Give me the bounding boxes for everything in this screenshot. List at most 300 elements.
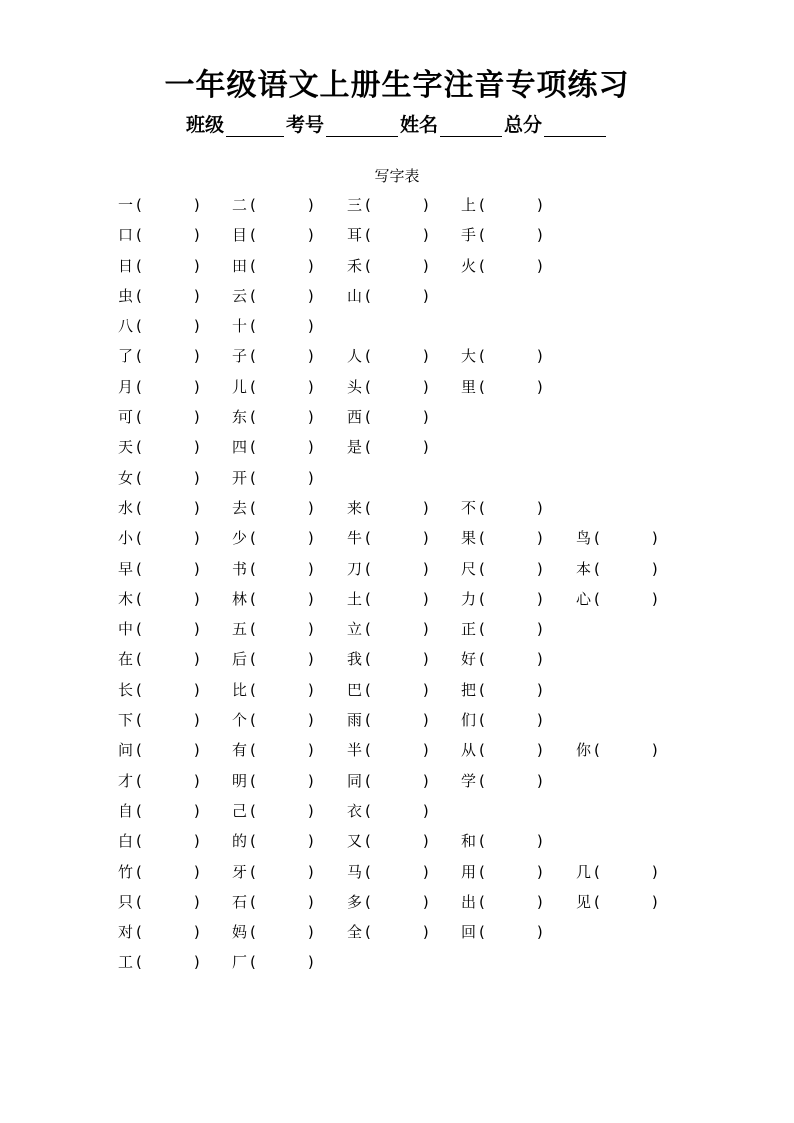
character: 回 bbox=[461, 923, 477, 942]
character: 早 bbox=[118, 559, 134, 578]
close-paren: ) bbox=[422, 559, 429, 578]
character: 竹 bbox=[118, 862, 134, 881]
pinyin-item bbox=[461, 648, 543, 670]
close-paren: ) bbox=[422, 771, 429, 790]
pinyin-item bbox=[118, 709, 200, 731]
character: 田 bbox=[232, 256, 248, 275]
character: 们 bbox=[461, 711, 477, 730]
close-paren: ) bbox=[193, 256, 200, 275]
character: 土 bbox=[347, 589, 363, 608]
pinyin-item bbox=[118, 739, 200, 761]
open-paren: ( bbox=[136, 286, 142, 305]
pinyin-item bbox=[232, 255, 314, 277]
pinyin-item bbox=[232, 709, 314, 731]
open-paren: ( bbox=[365, 438, 371, 457]
open-paren: ( bbox=[136, 468, 142, 487]
pinyin-item bbox=[347, 679, 429, 701]
close-paren: ) bbox=[193, 468, 200, 487]
pinyin-item bbox=[461, 527, 543, 549]
open-paren: ( bbox=[365, 680, 371, 699]
student-info-line bbox=[0, 110, 794, 137]
close-paren: ) bbox=[536, 650, 543, 669]
pinyin-item bbox=[347, 194, 429, 216]
close-paren: ) bbox=[651, 529, 658, 548]
close-paren: ) bbox=[193, 438, 200, 457]
open-paren: ( bbox=[594, 892, 600, 911]
exam-number-label: 考号 bbox=[285, 114, 324, 136]
open-paren: ( bbox=[250, 286, 256, 305]
close-paren: ) bbox=[422, 196, 429, 214]
close-paren: ) bbox=[422, 892, 429, 911]
character: 三 bbox=[347, 196, 363, 214]
close-paren: ) bbox=[651, 862, 658, 881]
pinyin-item bbox=[232, 830, 314, 852]
pinyin-item bbox=[347, 558, 429, 580]
close-paren: ) bbox=[422, 498, 429, 517]
close-paren: ) bbox=[422, 801, 429, 820]
open-paren: ( bbox=[250, 650, 256, 669]
character: 心 bbox=[576, 589, 592, 608]
close-paren: ) bbox=[536, 347, 543, 366]
open-paren: ( bbox=[479, 620, 485, 639]
open-paren: ( bbox=[594, 862, 600, 881]
close-paren: ) bbox=[193, 286, 200, 305]
character: 东 bbox=[232, 408, 248, 427]
pinyin-item bbox=[232, 376, 314, 398]
pinyin-item bbox=[232, 558, 314, 580]
pinyin-item bbox=[461, 376, 543, 398]
open-paren: ( bbox=[136, 377, 142, 396]
open-paren: ( bbox=[479, 923, 485, 942]
close-paren: ) bbox=[536, 226, 543, 245]
pinyin-item bbox=[118, 436, 200, 458]
open-paren: ( bbox=[479, 559, 485, 578]
pinyin-item bbox=[461, 891, 543, 913]
character: 开 bbox=[232, 468, 248, 487]
close-paren: ) bbox=[536, 892, 543, 911]
open-paren: ( bbox=[365, 832, 371, 851]
close-paren: ) bbox=[536, 620, 543, 639]
open-paren: ( bbox=[136, 256, 142, 275]
pinyin-item bbox=[232, 224, 314, 246]
close-paren: ) bbox=[307, 650, 314, 669]
open-paren: ( bbox=[250, 468, 256, 487]
class-blank[interactable] bbox=[226, 116, 284, 137]
character: 出 bbox=[461, 892, 477, 911]
character: 同 bbox=[347, 771, 363, 790]
character: 下 bbox=[118, 711, 134, 730]
pinyin-item bbox=[118, 800, 200, 822]
character: 中 bbox=[118, 620, 134, 639]
pinyin-item bbox=[118, 921, 200, 943]
character: 八 bbox=[118, 317, 134, 336]
pinyin-item bbox=[347, 770, 429, 792]
pinyin-item bbox=[347, 648, 429, 670]
close-paren: ) bbox=[193, 650, 200, 669]
close-paren: ) bbox=[422, 438, 429, 457]
open-paren: ( bbox=[365, 559, 371, 578]
character: 工 bbox=[118, 953, 134, 972]
character: 后 bbox=[232, 650, 248, 669]
pinyin-item bbox=[118, 345, 200, 367]
open-paren: ( bbox=[136, 589, 142, 608]
character: 小 bbox=[118, 529, 134, 548]
close-paren: ) bbox=[422, 347, 429, 366]
close-paren: ) bbox=[193, 832, 200, 851]
close-paren: ) bbox=[422, 832, 429, 851]
open-paren: ( bbox=[136, 498, 142, 517]
open-paren: ( bbox=[365, 286, 371, 305]
open-paren: ( bbox=[136, 832, 142, 851]
pinyin-item bbox=[118, 497, 200, 519]
pinyin-item bbox=[347, 830, 429, 852]
pinyin-item bbox=[118, 679, 200, 701]
character: 和 bbox=[461, 832, 477, 851]
character: 己 bbox=[232, 801, 248, 820]
open-paren: ( bbox=[136, 741, 142, 760]
character: 自 bbox=[118, 801, 134, 820]
close-paren: ) bbox=[422, 862, 429, 881]
character: 个 bbox=[232, 711, 248, 730]
open-paren: ( bbox=[250, 711, 256, 730]
open-paren: ( bbox=[250, 620, 256, 639]
character: 石 bbox=[232, 892, 248, 911]
character: 有 bbox=[232, 741, 248, 760]
worksheet-title: 一年级语文上册生字注音专项练习 bbox=[164, 68, 630, 103]
pinyin-item bbox=[232, 588, 314, 610]
close-paren: ) bbox=[536, 741, 543, 760]
character: 不 bbox=[461, 498, 477, 517]
character: 立 bbox=[347, 620, 363, 639]
score-blank[interactable] bbox=[544, 116, 606, 137]
open-paren: ( bbox=[479, 892, 485, 911]
open-paren: ( bbox=[594, 741, 600, 760]
pinyin-item bbox=[461, 709, 543, 731]
close-paren: ) bbox=[307, 226, 314, 245]
pinyin-item bbox=[461, 618, 543, 640]
character: 半 bbox=[347, 741, 363, 760]
open-paren: ( bbox=[136, 680, 142, 699]
character: 口 bbox=[118, 226, 134, 245]
pinyin-item bbox=[461, 588, 543, 610]
pinyin-item bbox=[347, 739, 429, 761]
character: 山 bbox=[347, 286, 363, 305]
pinyin-item bbox=[232, 951, 314, 973]
pinyin-item bbox=[118, 830, 200, 852]
open-paren: ( bbox=[479, 347, 485, 366]
open-paren: ( bbox=[365, 892, 371, 911]
character: 火 bbox=[461, 256, 477, 275]
character: 禾 bbox=[347, 256, 363, 275]
character: 日 bbox=[118, 256, 134, 275]
pinyin-item bbox=[576, 861, 658, 883]
close-paren: ) bbox=[422, 256, 429, 275]
character: 衣 bbox=[347, 801, 363, 820]
pinyin-item bbox=[347, 527, 429, 549]
close-paren: ) bbox=[651, 589, 658, 608]
character: 你 bbox=[576, 741, 592, 760]
pinyin-item bbox=[118, 255, 200, 277]
character: 只 bbox=[118, 892, 134, 911]
character: 好 bbox=[461, 650, 477, 669]
pinyin-item bbox=[347, 376, 429, 398]
character: 水 bbox=[118, 498, 134, 517]
pinyin-item bbox=[461, 921, 543, 943]
character: 力 bbox=[461, 589, 477, 608]
close-paren: ) bbox=[536, 680, 543, 699]
pinyin-item bbox=[232, 345, 314, 367]
open-paren: ( bbox=[250, 862, 256, 881]
pinyin-item bbox=[347, 709, 429, 731]
class-label: 班级 bbox=[185, 114, 224, 136]
exam-number-blank[interactable] bbox=[326, 116, 398, 137]
pinyin-item bbox=[232, 861, 314, 883]
character: 了 bbox=[118, 347, 134, 366]
pinyin-item bbox=[232, 285, 314, 307]
character: 又 bbox=[347, 832, 363, 851]
character: 见 bbox=[576, 892, 592, 911]
close-paren: ) bbox=[422, 741, 429, 760]
pinyin-item bbox=[461, 770, 543, 792]
character: 用 bbox=[461, 862, 477, 881]
pinyin-item bbox=[461, 830, 543, 852]
pinyin-item bbox=[576, 739, 658, 761]
open-paren: ( bbox=[365, 196, 371, 214]
character: 我 bbox=[347, 650, 363, 669]
character: 果 bbox=[461, 529, 477, 548]
close-paren: ) bbox=[422, 711, 429, 730]
close-paren: ) bbox=[536, 589, 543, 608]
pinyin-item bbox=[461, 497, 543, 519]
character: 来 bbox=[347, 498, 363, 517]
pinyin-item bbox=[347, 285, 429, 307]
pinyin-item bbox=[347, 224, 429, 246]
character: 林 bbox=[232, 589, 248, 608]
pinyin-item bbox=[232, 921, 314, 943]
close-paren: ) bbox=[193, 771, 200, 790]
pinyin-item bbox=[232, 194, 314, 216]
character: 书 bbox=[232, 559, 248, 578]
pinyin-item bbox=[118, 861, 200, 883]
character: 牙 bbox=[232, 862, 248, 881]
pinyin-item bbox=[576, 891, 658, 913]
close-paren: ) bbox=[307, 711, 314, 730]
open-paren: ( bbox=[479, 256, 485, 275]
close-paren: ) bbox=[536, 862, 543, 881]
character: 少 bbox=[232, 529, 248, 548]
close-paren: ) bbox=[536, 559, 543, 578]
pinyin-item bbox=[118, 285, 200, 307]
open-paren: ( bbox=[479, 589, 485, 608]
character: 马 bbox=[347, 862, 363, 881]
close-paren: ) bbox=[307, 923, 314, 942]
name-blank[interactable] bbox=[440, 116, 502, 137]
open-paren: ( bbox=[479, 862, 485, 881]
open-paren: ( bbox=[250, 559, 256, 578]
character: 二 bbox=[232, 196, 248, 214]
open-paren: ( bbox=[365, 620, 371, 639]
open-paren: ( bbox=[479, 711, 485, 730]
open-paren: ( bbox=[365, 256, 371, 275]
open-paren: ( bbox=[136, 408, 142, 427]
close-paren: ) bbox=[307, 680, 314, 699]
open-paren: ( bbox=[250, 408, 256, 427]
open-paren: ( bbox=[365, 741, 371, 760]
close-paren: ) bbox=[422, 680, 429, 699]
score-label: 总分 bbox=[504, 114, 543, 136]
close-paren: ) bbox=[307, 892, 314, 911]
open-paren: ( bbox=[365, 498, 371, 517]
open-paren: ( bbox=[479, 498, 485, 517]
open-paren: ( bbox=[136, 862, 142, 881]
pinyin-item bbox=[347, 921, 429, 943]
open-paren: ( bbox=[136, 892, 142, 911]
close-paren: ) bbox=[307, 589, 314, 608]
close-paren: ) bbox=[307, 377, 314, 396]
open-paren: ( bbox=[136, 438, 142, 457]
character: 去 bbox=[232, 498, 248, 517]
pinyin-item bbox=[118, 648, 200, 670]
pinyin-item bbox=[232, 679, 314, 701]
open-paren: ( bbox=[479, 680, 485, 699]
pinyin-item bbox=[461, 558, 543, 580]
close-paren: ) bbox=[536, 196, 543, 214]
pinyin-item bbox=[232, 618, 314, 640]
open-paren: ( bbox=[250, 801, 256, 820]
close-paren: ) bbox=[307, 620, 314, 639]
pinyin-item bbox=[232, 527, 314, 549]
close-paren: ) bbox=[307, 196, 314, 214]
open-paren: ( bbox=[136, 620, 142, 639]
close-paren: ) bbox=[307, 256, 314, 275]
close-paren: ) bbox=[536, 711, 543, 730]
open-paren: ( bbox=[479, 226, 485, 245]
open-paren: ( bbox=[365, 650, 371, 669]
character: 尺 bbox=[461, 559, 477, 578]
pinyin-item bbox=[576, 558, 658, 580]
character: 手 bbox=[461, 226, 477, 245]
close-paren: ) bbox=[193, 801, 200, 820]
open-paren: ( bbox=[250, 529, 256, 548]
pinyin-item bbox=[232, 436, 314, 458]
pinyin-item bbox=[118, 588, 200, 610]
close-paren: ) bbox=[193, 953, 200, 972]
close-paren: ) bbox=[307, 438, 314, 457]
pinyin-item bbox=[347, 436, 429, 458]
pinyin-item bbox=[118, 951, 200, 973]
character: 对 bbox=[118, 923, 134, 942]
open-paren: ( bbox=[250, 438, 256, 457]
character: 多 bbox=[347, 892, 363, 911]
close-paren: ) bbox=[193, 711, 200, 730]
open-paren: ( bbox=[136, 529, 142, 548]
open-paren: ( bbox=[365, 377, 371, 396]
section-subtitle: 写字表 bbox=[374, 167, 420, 185]
character: 妈 bbox=[232, 923, 248, 942]
character: 上 bbox=[461, 196, 477, 214]
character: 刀 bbox=[347, 559, 363, 578]
close-paren: ) bbox=[307, 953, 314, 972]
open-paren: ( bbox=[479, 741, 485, 760]
open-paren: ( bbox=[250, 923, 256, 942]
pinyin-item bbox=[232, 315, 314, 337]
close-paren: ) bbox=[307, 347, 314, 366]
open-paren: ( bbox=[479, 650, 485, 669]
pinyin-item bbox=[232, 739, 314, 761]
pinyin-item bbox=[461, 739, 543, 761]
character: 问 bbox=[118, 741, 134, 760]
character: 本 bbox=[576, 559, 592, 578]
open-paren: ( bbox=[250, 317, 256, 336]
open-paren: ( bbox=[250, 832, 256, 851]
character: 正 bbox=[461, 620, 477, 639]
open-paren: ( bbox=[594, 559, 600, 578]
open-paren: ( bbox=[136, 711, 142, 730]
close-paren: ) bbox=[307, 832, 314, 851]
open-paren: ( bbox=[594, 529, 600, 548]
character: 女 bbox=[118, 468, 134, 487]
pinyin-item bbox=[347, 406, 429, 428]
character: 在 bbox=[118, 650, 134, 669]
close-paren: ) bbox=[307, 862, 314, 881]
character: 长 bbox=[118, 680, 134, 699]
close-paren: ) bbox=[307, 771, 314, 790]
open-paren: ( bbox=[365, 347, 371, 366]
pinyin-item bbox=[118, 770, 200, 792]
close-paren: ) bbox=[422, 408, 429, 427]
close-paren: ) bbox=[307, 468, 314, 487]
close-paren: ) bbox=[422, 286, 429, 305]
open-paren: ( bbox=[250, 377, 256, 396]
open-paren: ( bbox=[250, 680, 256, 699]
pinyin-item bbox=[347, 861, 429, 883]
character: 白 bbox=[118, 832, 134, 851]
pinyin-item bbox=[347, 345, 429, 367]
close-paren: ) bbox=[536, 256, 543, 275]
pinyin-item bbox=[232, 770, 314, 792]
open-paren: ( bbox=[365, 862, 371, 881]
character: 把 bbox=[461, 680, 477, 699]
close-paren: ) bbox=[307, 317, 314, 336]
close-paren: ) bbox=[536, 377, 543, 396]
open-paren: ( bbox=[594, 589, 600, 608]
close-paren: ) bbox=[193, 498, 200, 517]
character: 全 bbox=[347, 923, 363, 942]
close-paren: ) bbox=[422, 650, 429, 669]
character: 里 bbox=[461, 377, 477, 396]
pinyin-item bbox=[576, 588, 658, 610]
open-paren: ( bbox=[365, 711, 371, 730]
open-paren: ( bbox=[136, 317, 142, 336]
pinyin-item bbox=[118, 224, 200, 246]
character: 雨 bbox=[347, 711, 363, 730]
character: 的 bbox=[232, 832, 248, 851]
open-paren: ( bbox=[365, 771, 371, 790]
pinyin-item bbox=[461, 194, 543, 216]
character: 月 bbox=[118, 377, 134, 396]
pinyin-item bbox=[118, 376, 200, 398]
open-paren: ( bbox=[250, 196, 256, 214]
close-paren: ) bbox=[536, 923, 543, 942]
close-paren: ) bbox=[193, 741, 200, 760]
close-paren: ) bbox=[307, 741, 314, 760]
pinyin-item bbox=[461, 861, 543, 883]
character: 巴 bbox=[347, 680, 363, 699]
character: 鸟 bbox=[576, 529, 592, 548]
character: 头 bbox=[347, 377, 363, 396]
close-paren: ) bbox=[193, 196, 200, 214]
close-paren: ) bbox=[536, 771, 543, 790]
